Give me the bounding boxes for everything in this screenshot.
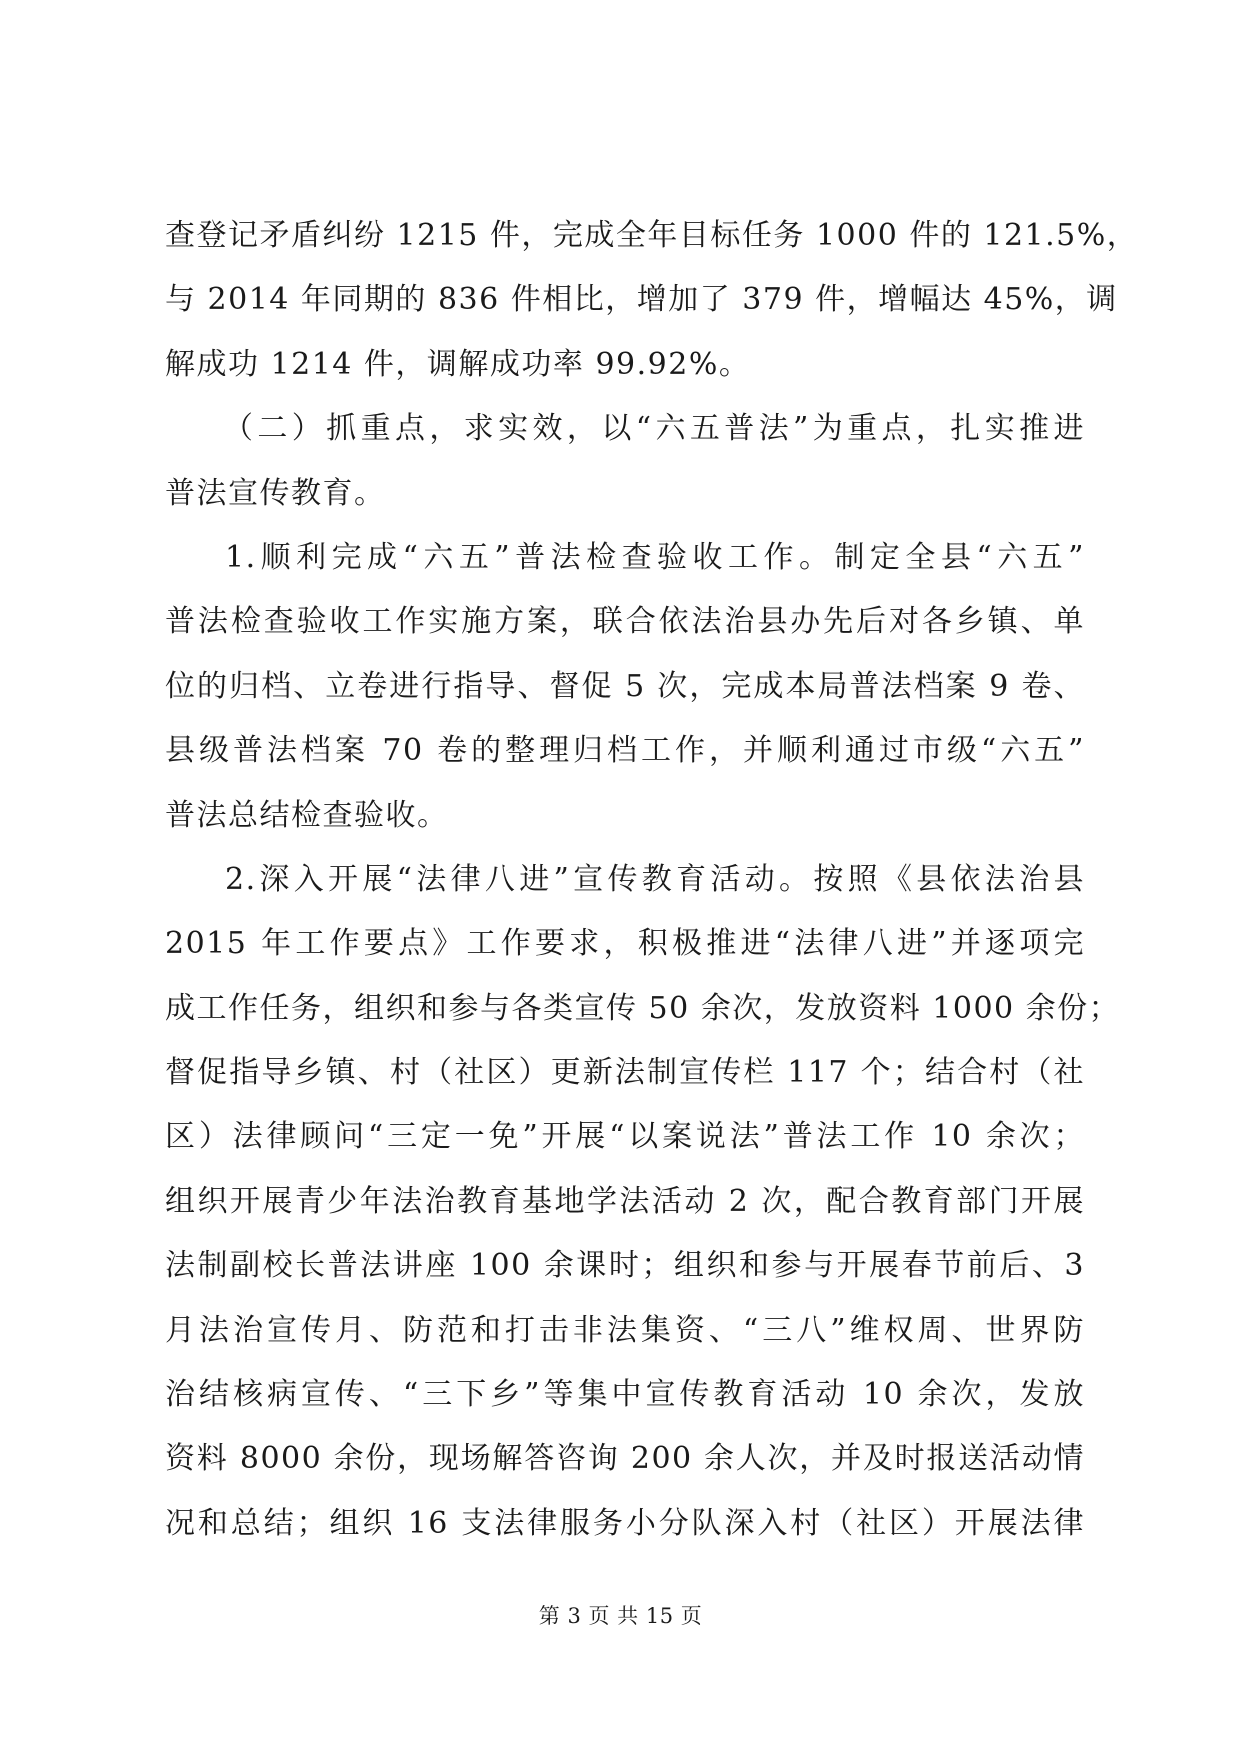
text-line-6: 1.顺利完成“六五”普法检查验收工作。制定全县“六五”: [225, 539, 1085, 575]
text-line-13: 成工作任务，组织和参与各类宣传 50 余次，发放资料 1000 余份；: [165, 990, 1121, 1026]
text-line-18: 月法治宣传月、防范和打击非法集资、“三八”维权周、世界防: [165, 1312, 1085, 1348]
text-line-7: 普法检查验收工作实施方案，联合依法治县办先后对各乡镇、单: [165, 604, 1085, 640]
document-body: [165, 204, 1139, 1556]
text-line-19: 治结核病宣传、“三下乡”等集中宣传教育活动 10 余次，发放: [165, 1377, 1085, 1413]
text-line-9: 县级普法档案 70 卷的整理归档工作，并顺利通过市级“六五”: [165, 733, 1085, 769]
section-heading-line-2: 普法宣传教育。: [165, 475, 386, 511]
text-line-10: 普法总结检查验收。: [165, 797, 449, 833]
text-line-8: 位的归档、立卷进行指导、督促 5 次，完成本局普法档案 9 卷、: [165, 668, 1085, 704]
page-number-footer: 第 3 页 共 15 页: [538, 1604, 703, 1628]
text-line-15: 区）法律顾问“三定一免”开展“以案说法”普法工作 10 余次；: [165, 1119, 1085, 1155]
text-line-14: 督促指导乡镇、村（社区）更新法制宣传栏 117 个；结合村（社: [165, 1055, 1085, 1091]
text-line-16: 组织开展青少年法治教育基地学法活动 2 次，配合教育部门开展: [165, 1183, 1085, 1219]
text-line-11: 2.深入开展“法律八进”宣传教育活动。按照《县依法治县: [225, 861, 1085, 897]
text-line-17: 法制副校长普法讲座 100 余课时；组织和参与开展春节前后、3: [165, 1248, 1085, 1284]
text-line-21: 况和总结；组织 16 支法律服务小分队深入村（社区）开展法律: [165, 1505, 1085, 1541]
text-line-1: 查登记矛盾纠纷 1215 件，完成全年目标任务 1000 件的 121.5%，: [165, 218, 1139, 253]
text-line-3: 解成功 1214 件，调解成功率 99.92%。: [165, 346, 751, 382]
text-line-20: 资料 8000 余份，现场解答咨询 200 余人次，并及时报送活动情: [165, 1441, 1085, 1477]
section-heading-line-1: （二）抓重点，求实效，以“六五普法”为重点，扎实推进: [223, 411, 1085, 447]
text-line-2: 与 2014 年同期的 836 件相比，增加了 379 件，增幅达 45%，调: [165, 282, 1118, 318]
text-line-12: 2015 年工作要点》工作要求，积极推进“法律八进”并逐项完: [165, 926, 1085, 962]
